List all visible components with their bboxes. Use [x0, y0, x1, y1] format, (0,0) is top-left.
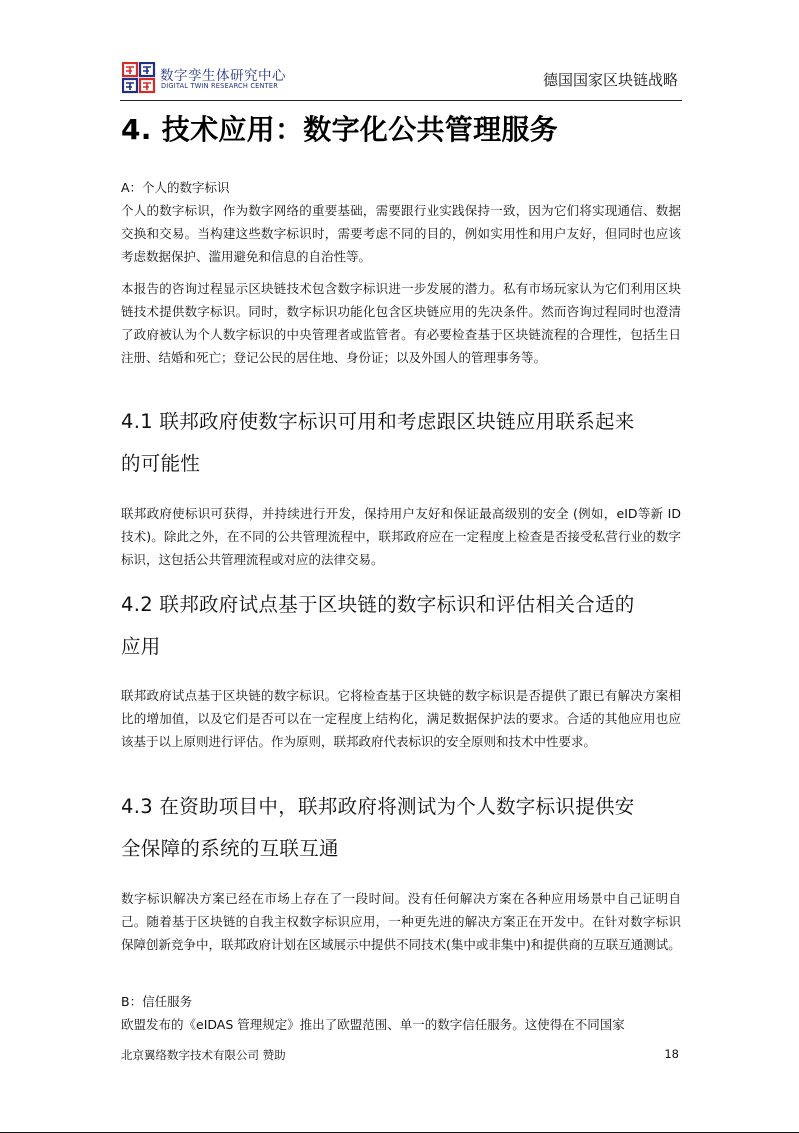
running-header-title: 德国国家区块链战略: [542, 71, 678, 89]
logo-english-name: DIGITAL TWIN RESEARCH CENTER: [161, 82, 278, 90]
digital-twin-logo-icon: [122, 62, 156, 94]
section-4-2-heading-line-2: 应用: [121, 635, 161, 658]
section-a-label: A：个人的数字标识: [121, 180, 230, 195]
section-b: [121, 990, 681, 1036]
section-4-1-paragraph: 联邦政府使标识可获得，并持续进行开发，保持用户友好和保证最高级别的安全 (例如，eID等新 ID 技术)。除此之外，在不同的公共管理流程中，联邦政府应在一定程度上检查是否接受私营行业的数字标识，这包括公共管理流程或对应的法律交易。: [121, 506, 681, 567]
section-4-1-heading: [121, 401, 683, 485]
section-a-paragraph-2-block: [121, 277, 681, 369]
section-4-1-heading-line-1: 4.1 联邦政府使数字标识可用和考虑跟区块链应用联系起来: [121, 410, 635, 433]
footer-sponsor: 北京翼络数字技术有限公司 赞助: [121, 1048, 286, 1062]
section-b-label: B：信任服务: [121, 994, 193, 1009]
section-4-2-body: [121, 684, 681, 753]
section-4-3-heading: [121, 786, 683, 870]
section-b-paragraph: 欧盟发布的《eIDAS 管理规定》推出了欧盟范围、单一的数字信任服务。这使得在不同国家: [121, 1017, 625, 1032]
section-4-2-heading: [121, 584, 683, 668]
section-4-3-body: [121, 887, 681, 956]
section-a: [121, 176, 681, 268]
page-header: [120, 60, 682, 102]
header-divider: [120, 100, 682, 101]
section-4-1-body: [121, 502, 681, 571]
section-a-paragraph-1: 个人的数字标识，作为数字网络的重要基础，需要跟行业实践保持一致，因为它们将实现通信、数据交换和交易。当构建这些数字标识时，需要考虑不同的目的，例如实用性和用户友好，但同时也应该考虑数据保护、滥用避免和信息的自治性等。: [121, 203, 681, 264]
section-4-2-heading-line-1: 4.2 联邦政府试点基于区块链的数字标识和评估相关合适的: [121, 593, 635, 616]
section-4-2-paragraph: 联邦政府试点基于区块链的数字标识。它将检查基于区块链的数字标识是否提供了跟已有解决方案相比的增加值，以及它们是否可以在一定程度上结构化，满足数据保护法的要求。合适的其他应用也应该基于以上原则进行评估。作为原则，联邦政府代表标识的安全原则和技术中性要求。: [121, 688, 681, 749]
section-4-3-heading-line-1: 4.3 在资助项目中，联邦政府将测试为个人数字标识提供安: [121, 795, 635, 818]
section-4-1-heading-line-2: 的可能性: [121, 452, 201, 475]
research-center-logo: [122, 60, 292, 98]
section-4-3-heading-line-2: 全保障的系统的互联互通: [121, 837, 339, 860]
section-a-paragraph-2: 本报告的咨询过程显示区块链技术包含数字标识进一步发展的潜力。私有市场玩家认为它们利用区块链技术提供数字标识。同时，数字标识功能化包含区块链应用的先决条件。然而咨询过程同时也澄清了政府被认为个人数字标识的中央管理者或监管者。有必要检查基于区块链流程的合理性，包括生日注册、结婚和死亡；登记公民的居住地、身份证；以及外国人的管理事务等。: [121, 281, 681, 365]
page-number: 18: [664, 1047, 679, 1061]
logo-chinese-name: 数字孪生体研究中心: [160, 68, 286, 84]
section-4-3-paragraph: 数字标识解决方案已经在市场上存在了一段时间。没有任何解决方案在各种应用场景中自己证明自己。随着基于区块链的自我主权数字标识应用，一种更先进的解决方案正在开发中。在针对数字标识保障创新竞争中，联邦政府计划在区域展示中提供不同技术(集中或非集中)和提供商的互联互通测试。: [121, 891, 681, 952]
chapter-heading: 4. 技术应用：数字化公共管理服务: [121, 113, 558, 146]
